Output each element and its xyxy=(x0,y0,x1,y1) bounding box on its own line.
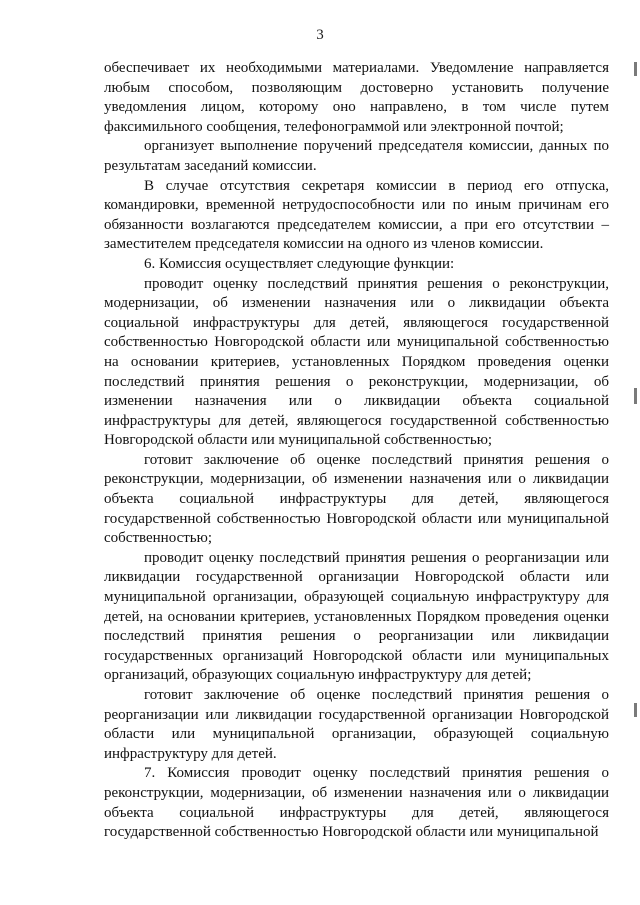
paragraph-secretary-absence: В случае отсутствия секретаря комиссии в период его отпуска, командировки, временной нетрудоспособности или по иным причинам его обязанности возлагаются председателем комиссии, а при его отсутствии – заместителем председателя комиссии на одного из членов комиссии. xyxy=(104,177,609,253)
scan-edge-mark xyxy=(634,703,637,717)
paragraph-assessment-reorganization: проводит оценку последствий принятия решения о реорганизации или ликвидации государственной организации Новгородской области или муниципальной организации, образующей социальную инфраструктуру для детей, на основании критериев, установленных Порядком проведения оценки последствий принятия решения о реорганизации или ликвидации государственных организаций Новгородской области или муниципальных организаций, образующих социальную инфраструктуру для детей; xyxy=(104,549,609,684)
paragraph-notification-method: обеспечивает их необходимыми материалами. Уведомление направляется любым способом, позволяющим достоверно установить получение уведомления лицом, которому оно направлено, в том числе путем факсимильного сообщения, телефонограммой или электронной почтой; xyxy=(104,60,609,135)
paragraph-assessment-reconstruction: проводит оценку последствий принятия решения о реконструкции, модернизации, об изменении назначения или о ликвидации объекта социальной инфраструктуры для детей, являющегося государственной собственностью Новгородской области или муниципальной собственностью на основании критериев, установленных Порядком проведения оценки последствий принятия решения о реконструкции, модернизации, об изменении назначения или о ликвидации объекта социальной инфраструктуры для детей, являющегося государственной собственностью Новгородской области или муниципальной собственностью; xyxy=(104,275,609,449)
paragraph-conclusion-reorganization: готовит заключение об оценке последствий принятия решения о реорганизации или ликвидации государственной организации Новгородской области или муниципальной организации, образующей социальную инфраструктуру для детей. xyxy=(104,687,609,762)
document-body xyxy=(104,59,609,843)
paragraph-organizes-execution: организует выполнение поручений председателя комиссии, данных по результатам заседаний комиссии. xyxy=(104,138,609,174)
paragraph-section-7: 7. Комиссия проводит оценку последствий принятия решения о реконструкции, модернизации, об изменении назначения или о ликвидации объекта социальной инфраструктуры для детей, являющегося государственной собственностью Новгородской области или муниципальной xyxy=(104,765,609,841)
paragraph-section-6-heading: 6. Комиссия осуществляет следующие функции: xyxy=(144,255,455,272)
scan-edge-mark xyxy=(634,388,637,404)
scan-edge-mark xyxy=(634,62,637,76)
paragraph-conclusion-reconstruction: готовит заключение об оценке последствий принятия решения о реконструкции, модернизации, об изменении назначения или о ликвидации объекта социальной инфраструктуры для детей, являющегося государственной собственностью Новгородской области или муниципальной собственностью; xyxy=(104,451,609,547)
page-number: 3 xyxy=(316,27,324,43)
